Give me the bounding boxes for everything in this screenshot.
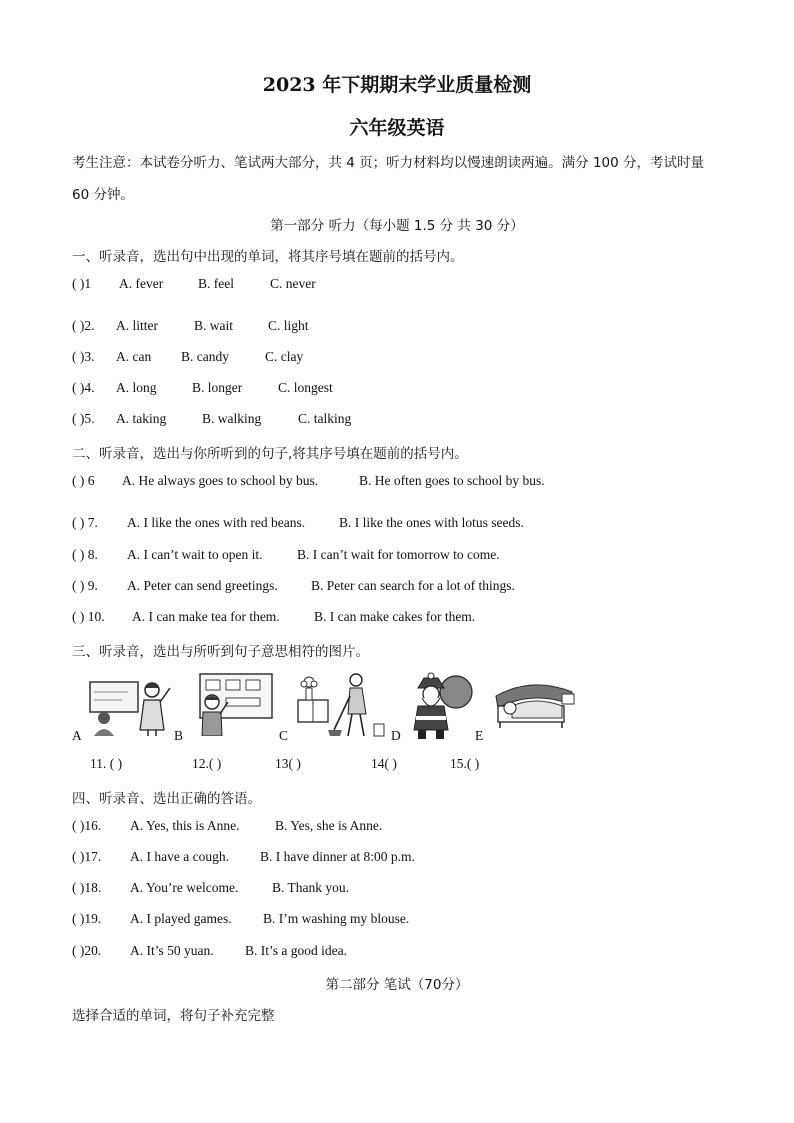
answer-bracket[interactable]: ( )3.: [72, 349, 95, 364]
part2-heading: 第二部分 笔试（70分）: [325, 977, 469, 993]
option-a: A. fever: [119, 276, 164, 291]
answer-bracket[interactable]: ( )18.: [72, 880, 102, 895]
answer-bracket[interactable]: ( ) 8.: [72, 547, 98, 562]
picture-letter-a: A: [72, 728, 82, 743]
option-a: A. Peter can send greetings.: [127, 578, 278, 593]
option-b: B. wait: [194, 318, 233, 333]
picture-letter-c: C: [279, 728, 289, 743]
option-c: C. talking: [298, 411, 352, 426]
section4-instruction: 四、听录音、选出正确的答语。: [72, 791, 261, 807]
picture-c[interactable]: [294, 670, 386, 738]
option-a: A. litter: [116, 318, 158, 333]
option-b: B. Thank you.: [272, 880, 349, 895]
answer-slot-15[interactable]: 15.( ): [450, 756, 480, 771]
section3-instruction: 三、听录音，选出与所听到句子意思相符的图片。: [72, 644, 369, 660]
sweeping-floor-icon: [294, 670, 386, 738]
answer-bracket[interactable]: ( ) 6: [72, 473, 95, 488]
answer-slot-11[interactable]: 11. ( ): [90, 756, 123, 771]
option-a: A. I can make tea for them.: [132, 609, 280, 624]
answer-bracket[interactable]: ( )16.: [72, 818, 102, 833]
option-c: C. never: [270, 276, 316, 291]
sleeping-in-bed-icon: [492, 676, 578, 728]
teacher-classroom-icon: [88, 670, 176, 736]
picture-e[interactable]: [492, 676, 578, 728]
option-b: B. He often goes to school by bus.: [359, 473, 545, 488]
answer-bracket[interactable]: ( ) 7.: [72, 515, 98, 530]
picture-letter-d: D: [391, 728, 401, 743]
option-a: A. long: [116, 380, 157, 395]
answer-bracket[interactable]: ( )20.: [72, 943, 102, 958]
picture-b[interactable]: [196, 672, 274, 736]
option-b: B. walking: [202, 411, 262, 426]
answer-slot-13[interactable]: 13( ): [275, 756, 301, 771]
answer-slot-12[interactable]: 12.( ): [192, 756, 222, 771]
option-b: B. It’s a good idea.: [245, 943, 347, 958]
option-a: A. Yes, this is Anne.: [130, 818, 240, 833]
notice-line-1: 考生注意：本试卷分听力、笔试两大部分，共 4 页；听力材料均以慢速朗读两遍。满分 100 分，考试时量: [72, 155, 705, 171]
option-b: B. longer: [192, 380, 243, 395]
option-a: A. can: [116, 349, 152, 364]
answer-slot-14[interactable]: 14( ): [371, 756, 397, 771]
answer-bracket[interactable]: ( )19.: [72, 911, 102, 926]
notice-line-2: 60 分钟。: [72, 187, 134, 203]
answer-bracket[interactable]: ( ) 10.: [72, 609, 105, 624]
answer-bracket[interactable]: ( )4.: [72, 380, 95, 395]
section2-instruction: 二、听录音，选出与你所听到的句子,将其序号填在题前的括号内。: [72, 446, 468, 462]
section1-instruction: 一、听录音，选出句中出现的单词，将其序号填在题前的括号内。: [72, 249, 464, 265]
exam-subtitle: 六年级英语: [349, 117, 445, 139]
option-b: B. I’m washing my blouse.: [263, 911, 410, 926]
option-a: A. I like the ones with red beans.: [127, 515, 306, 530]
option-b: B. I have dinner at 8:00 p.m.: [260, 849, 415, 864]
option-b: B. I like the ones with lotus seeds.: [339, 515, 524, 530]
picture-letter-e: E: [475, 728, 484, 743]
answer-bracket[interactable]: ( )17.: [72, 849, 102, 864]
boy-at-board-icon: [196, 672, 274, 736]
answer-bracket[interactable]: ( )5.: [72, 411, 95, 426]
option-b: B. feel: [198, 276, 234, 291]
option-b: B. I can make cakes for them.: [314, 609, 476, 624]
option-c: C. light: [268, 318, 309, 333]
option-c: C. longest: [278, 380, 333, 395]
option-a: A. I can’t wait to open it.: [127, 547, 263, 562]
picture-d[interactable]: [404, 672, 480, 740]
option-b: B. Yes, she is Anne.: [275, 818, 383, 833]
part1-heading: 第一部分 听力（每小题 1.5 分 共 30 分）: [270, 218, 524, 234]
answer-bracket[interactable]: ( )2.: [72, 318, 95, 333]
option-b: B. candy: [181, 349, 229, 364]
answer-bracket[interactable]: ( )1: [72, 276, 92, 291]
answer-bracket[interactable]: ( ) 9.: [72, 578, 98, 593]
option-a: A. It’s 50 yuan.: [130, 943, 214, 958]
santa-claus-icon: [404, 672, 480, 740]
option-a: A. I played games.: [130, 911, 232, 926]
option-a: A. You’re welcome.: [130, 880, 239, 895]
exam-title: 2023 年下期期末学业质量检测: [262, 74, 532, 96]
picture-letter-b: B: [174, 728, 184, 743]
option-c: C. clay: [265, 349, 304, 364]
option-a: A. taking: [116, 411, 167, 426]
option-a: A. He always goes to school by bus.: [122, 473, 319, 488]
option-a: A. I have a cough.: [130, 849, 229, 864]
option-b: B. I can’t wait for tomorrow to come.: [297, 547, 500, 562]
picture-a[interactable]: [88, 670, 176, 736]
part2-instruction: 选择合适的单词，将句子补充完整: [72, 1008, 275, 1024]
option-b: B. Peter can search for a lot of things.: [311, 578, 515, 593]
